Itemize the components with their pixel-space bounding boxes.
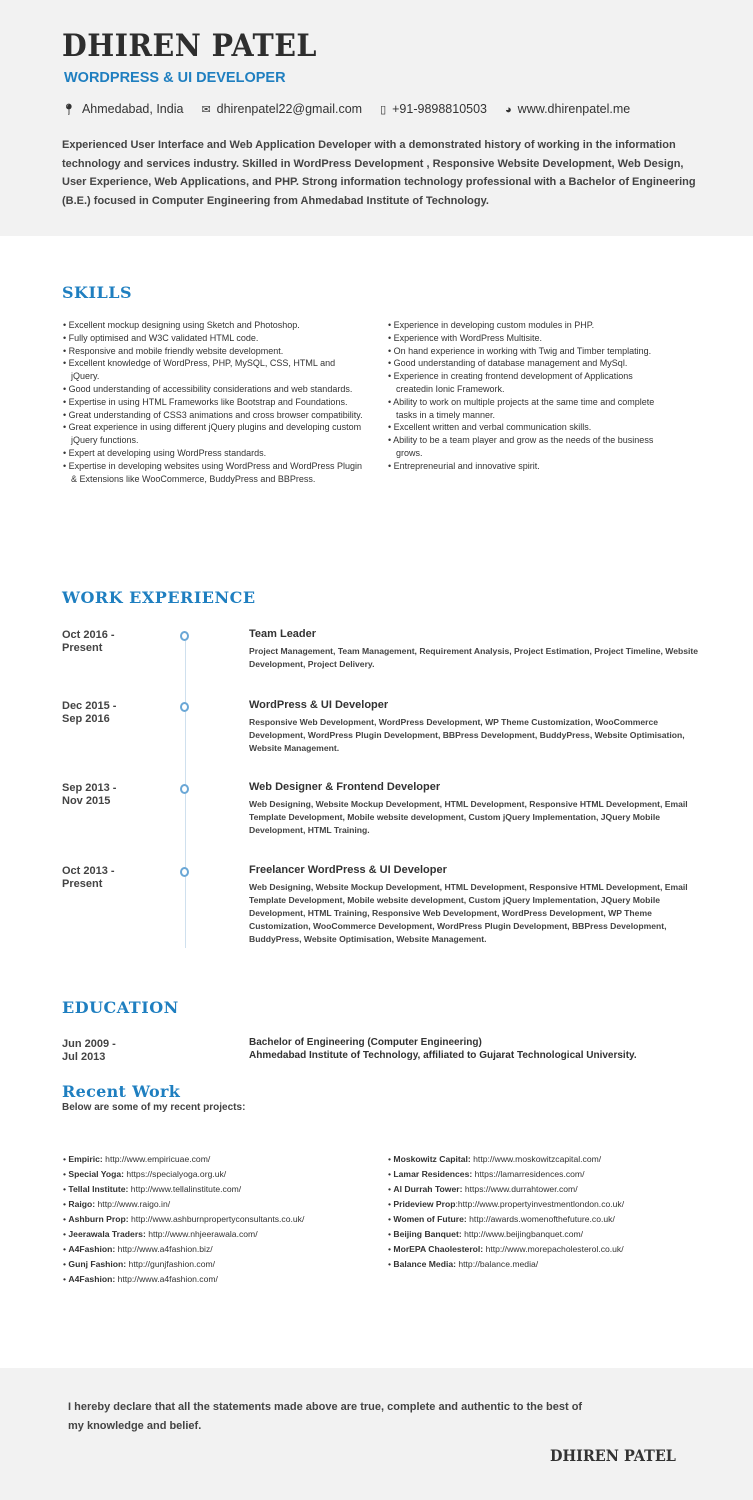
project-name: A4Fashion: xyxy=(68,1274,116,1284)
skill-item: • Expertise in developing websites using WordPress and WordPress Plugin & Extensions like WooCommerce, BuddyPress and BBPress. xyxy=(63,460,363,486)
project-name: MorEPA Chaolesterol: xyxy=(393,1244,484,1254)
timeline-dot-icon xyxy=(180,702,189,712)
skills-list-right xyxy=(388,319,658,473)
skill-item: • Excellent mockup designing using Sketch and Photoshop. xyxy=(63,319,363,332)
project-item xyxy=(63,1272,304,1287)
project-url[interactable]: http://www.a4fashion.biz/ xyxy=(115,1244,213,1254)
skill-item: • Excellent knowledge of WordPress, PHP, MySQL, CSS, HTML and jQuery. xyxy=(63,357,363,383)
summary: Experienced User Interface and Web Application Developer with a demonstrated history of working in the information technology and services industry. Skilled in WordPress Development , Responsive Website Development, Web Design, User Experience, Web Applications, and PHP. Strong information technology professional with a Bachelor of Engineering (B.E.) focused in Computer Engineering from Ahmedabad Institute of Technology. xyxy=(62,139,696,207)
project-url[interactable]: https://www.durrahtower.com/ xyxy=(462,1184,578,1194)
project-url[interactable]: http://www.raigo.in/ xyxy=(95,1199,171,1209)
work-entry xyxy=(249,864,699,946)
project-url[interactable]: http://gunjfashion.com/ xyxy=(126,1259,216,1269)
recent-work-subtitle: Below are some of my recent projects: xyxy=(62,1102,246,1113)
skills-heading: SKILLS xyxy=(62,283,132,302)
project-url[interactable]: http://www.a4fashion.com/ xyxy=(115,1274,218,1284)
timeline-dot-icon xyxy=(180,631,189,641)
job-description: Project Management, Team Management, Requirement Analysis, Project Estimation, Project Timeline, Website Development, Project Delivery. xyxy=(249,646,699,669)
project-url[interactable]: http://www.nhjeerawala.com/ xyxy=(145,1229,258,1239)
recent-work-heading: Recent Work xyxy=(62,1082,181,1101)
job-role: WORDPRESS & UI DEVELOPER xyxy=(64,70,286,86)
job-description: Web Designing, Website Mockup Development, HTML Development, Responsive HTML Development, Email Template Development, Mobile website development, Custom jQuery Implementation, JQuery Mobile Development, HTML Training, Responsive Web Development, WordPress Development, WP Theme Customization, WooCommerce Development, WordPress Plugin Development, BBPress Development, BuddyPress, Website Optimisation, Website Management. xyxy=(249,882,688,944)
work-entry xyxy=(249,699,699,755)
job-title: WordPress & UI Developer xyxy=(249,699,389,711)
contact-website[interactable]: ◕ www.dhirenpatel.me xyxy=(505,102,631,116)
project-item xyxy=(63,1227,304,1242)
project-name: Balance Media: xyxy=(393,1259,456,1269)
project-name: A4Fashion: xyxy=(68,1244,116,1254)
skill-item: • Experience in creating frontend development of Applications createdin Ionic Framework. xyxy=(388,370,658,396)
project-name: Jeerawala Traders: xyxy=(68,1229,146,1239)
map-marker-icon: 📍︎ xyxy=(62,104,76,116)
skill-item: • Expert at developing using WordPress standards. xyxy=(63,447,363,460)
project-url[interactable]: http://www.tellalinstitute.com/ xyxy=(128,1184,242,1194)
project-name: Women of Future: xyxy=(393,1214,467,1224)
skill-item: • Experience in developing custom modules in PHP. xyxy=(388,319,658,332)
school: Ahmedabad Institute of Technology, affiliated to Gujarat Technological University. xyxy=(249,1050,637,1061)
project-url[interactable]: http://www.morepacholesterol.co.uk/ xyxy=(483,1244,624,1254)
project-item xyxy=(63,1257,304,1272)
job-title: Freelancer WordPress & UI Developer xyxy=(249,864,447,876)
skill-item: • Experience with WordPress Multisite. xyxy=(388,332,658,345)
project-name: Moskowitz Capital: xyxy=(393,1154,471,1164)
job-description: Responsive Web Development, WordPress Development, WP Theme Customization, WooCommerce Development, WordPress Plugin Development, BBPress Development, BuddyPress, Website Optimisation, Website Management. xyxy=(249,717,685,753)
project-item xyxy=(388,1257,624,1272)
project-url[interactable]: http://www.ashburnpropertyconsultants.co.uk/ xyxy=(128,1214,305,1224)
work-date: Oct 2016 - Present xyxy=(62,629,115,654)
project-url[interactable]: http://www.beijingbanquet.com/ xyxy=(461,1229,584,1239)
work-date: Oct 2013 - Present xyxy=(62,865,115,890)
contact-email[interactable]: ✉ dhirenpatel22@gmail.com xyxy=(201,102,363,116)
project-name: Tellal Institute: xyxy=(68,1184,129,1194)
project-url[interactable]: http://www.moskowitzcapital.com/ xyxy=(470,1154,602,1164)
skill-item: • Fully optimised and W3C validated HTML code. xyxy=(63,332,363,345)
skills-list-left xyxy=(63,319,363,485)
timeline-dot-icon xyxy=(180,867,189,877)
project-item xyxy=(388,1152,624,1167)
project-url[interactable]: http://www.empiricuae.com/ xyxy=(102,1154,211,1164)
signature-name: DHIREN PATEL xyxy=(550,1446,676,1465)
degree: Bachelor of Engineering (Computer Engineering) xyxy=(249,1037,482,1048)
work-entry xyxy=(249,628,699,671)
contact-phone[interactable]: ▯ +91-9898810503 xyxy=(380,102,488,116)
project-url[interactable]: http://awards.womenofthefuture.co.uk/ xyxy=(466,1214,615,1224)
project-url[interactable]: https://specialyoga.org.uk/ xyxy=(123,1169,227,1179)
skill-item: • Responsive and mobile friendly website development. xyxy=(63,345,363,358)
project-item xyxy=(388,1212,624,1227)
project-url[interactable]: http://balance.media/ xyxy=(455,1259,539,1269)
project-item xyxy=(388,1182,624,1197)
project-item xyxy=(63,1152,304,1167)
skill-item: • On hand experience in working with Twig and Timber templating. xyxy=(388,345,658,358)
contact-location: 📍︎ Ahmedabad, India xyxy=(62,102,184,116)
job-description: Web Designing, Website Mockup Development, HTML Development, Responsive HTML Development, Email Template Development, Mobile website development, Custom jQuery Implementation, JQuery Mobile Development, HTML Training. xyxy=(249,799,688,835)
project-item xyxy=(63,1212,304,1227)
project-item xyxy=(63,1167,304,1182)
work-entry xyxy=(249,781,699,837)
declaration: I hereby declare that all the statements made above are true, complete and authentic to the best of my knowledge and belief. xyxy=(68,1401,583,1432)
job-title: Web Designer & Frontend Developer xyxy=(249,781,441,793)
skill-item: • Great experience in using different jQuery plugins and developing custom jQuery functions. xyxy=(63,421,363,447)
skill-item: • Good understanding of accessibility considerations and web standards. xyxy=(63,383,363,396)
contact-row xyxy=(62,102,630,116)
project-item xyxy=(388,1242,624,1257)
project-name: Ashburn Prop: xyxy=(68,1214,129,1224)
project-url[interactable]: https://lamarresidences.com/ xyxy=(472,1169,585,1179)
recent-list-left xyxy=(63,1152,304,1287)
skill-item: • Great understanding of CSS3 animations and cross browser compatibility. xyxy=(63,409,363,422)
skill-item: • Ability to be a team player and grow as the needs of the business grows. xyxy=(388,434,658,460)
project-name: Al Durrah Tower: xyxy=(393,1184,463,1194)
project-name: Empiric: xyxy=(68,1154,103,1164)
work-heading: WORK EXPERIENCE xyxy=(62,588,256,607)
project-item xyxy=(388,1197,624,1212)
project-item xyxy=(63,1197,304,1212)
project-item xyxy=(63,1242,304,1257)
education-heading: EDUCATION xyxy=(62,998,179,1017)
project-name: Special Yoga: xyxy=(68,1169,124,1179)
work-date: Sep 2013 - Nov 2015 xyxy=(62,782,117,807)
project-name: Raigo: xyxy=(68,1199,96,1209)
skill-item: • Expertise in using HTML Frameworks like Bootstrap and Foundations. xyxy=(63,396,363,409)
education-date: Jun 2009 - Jul 2013 xyxy=(62,1038,116,1063)
education-entry xyxy=(249,1036,637,1062)
candidate-name: DHIREN PATEL xyxy=(62,28,317,64)
project-name: Lamar Residences: xyxy=(393,1169,473,1179)
project-name: Beijing Banquet: xyxy=(393,1229,462,1239)
skill-item: • Excellent written and verbal communication skills. xyxy=(388,421,658,434)
skill-item: • Ability to work on multiple projects at the same time and complete tasks in a timely manner. xyxy=(388,396,658,422)
project-item xyxy=(388,1227,624,1242)
timeline-dot-icon xyxy=(180,784,189,794)
mobile-icon: ▯ xyxy=(380,104,387,116)
envelope-icon: ✉ xyxy=(201,104,211,116)
work-date: Dec 2015 - Sep 2016 xyxy=(62,700,117,725)
project-name: Gunj Fashion: xyxy=(68,1259,127,1269)
project-name: Prideview Prop xyxy=(393,1199,456,1209)
project-item xyxy=(63,1182,304,1197)
skill-item: • Entrepreneurial and innovative spirit. xyxy=(388,460,658,473)
skill-item: • Good understanding of database management and MySql. xyxy=(388,357,658,370)
project-url[interactable]: :http://www.propertyinvestmentlondon.co.uk/ xyxy=(455,1199,625,1209)
project-item xyxy=(388,1167,624,1182)
recent-list-right xyxy=(388,1152,624,1272)
globe-icon: ◕ xyxy=(505,104,512,116)
job-title: Team Leader xyxy=(249,628,317,640)
